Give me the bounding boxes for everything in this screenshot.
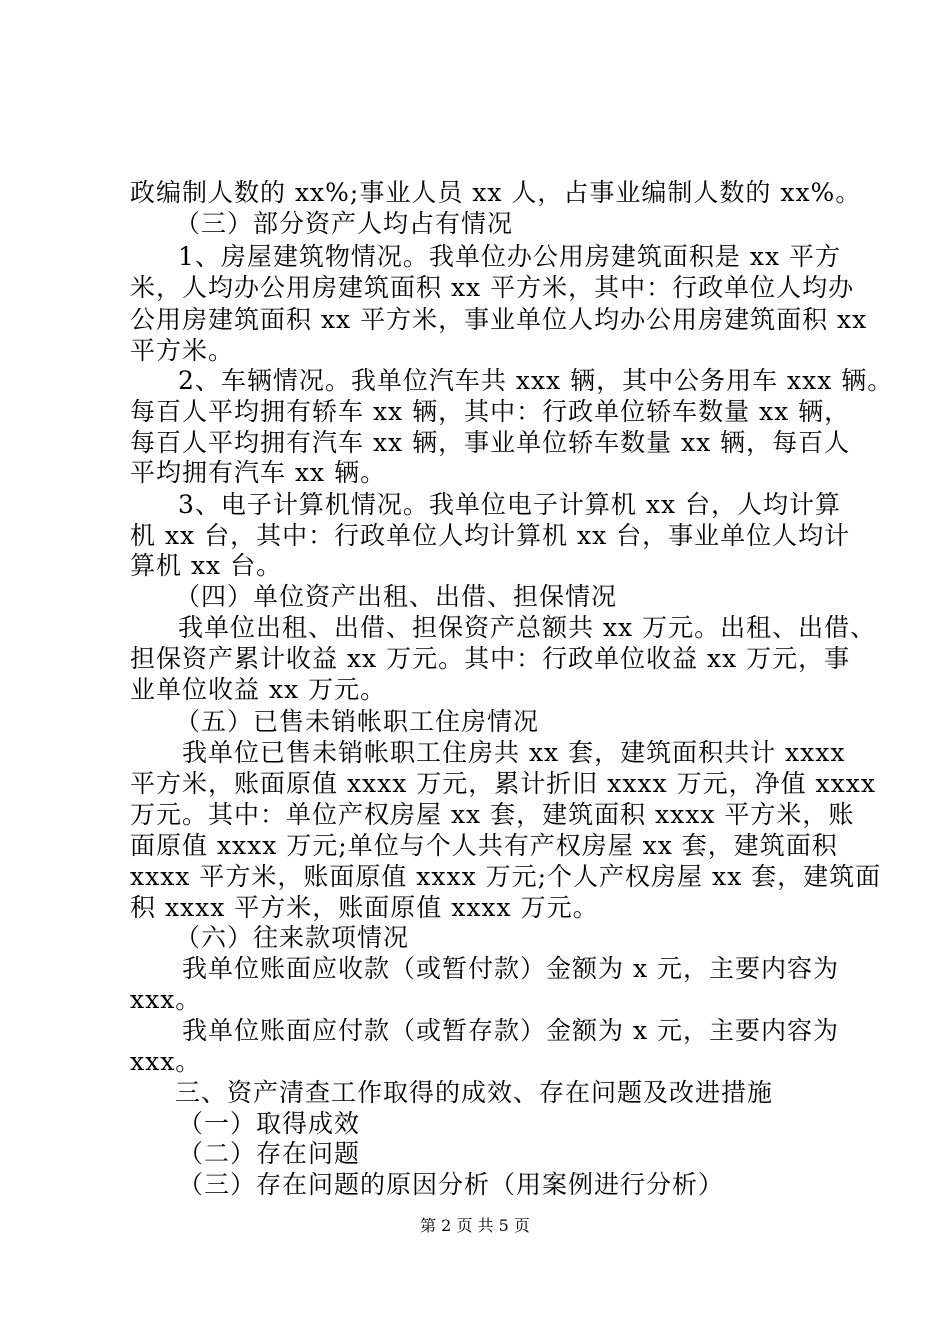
section-heading: （四）单位资产出租、出借、担保情况 — [175, 582, 618, 611]
section-heading: （三）部分资产人均占有情况 — [175, 209, 514, 238]
page-number-footer: 第 2 页 共 5 页 — [420, 1216, 530, 1235]
text-line: 3、电子计算机情况。我单位电子计算机 xx 台，人均计算 — [178, 490, 841, 519]
text-line: 我单位账面应付款（或暂存款）金额为 x 元，主要内容为 — [182, 1016, 839, 1045]
section-heading: （一）取得成效 — [178, 1109, 361, 1138]
text-line: xxx。 — [130, 985, 202, 1014]
text-line: 2、车辆情况。我单位汽车共 xxx 辆，其中公务用车 xxx 辆。 — [178, 366, 894, 395]
text-line: 万元。其中：单位产权房屋 xx 套，建筑面积 xxxx 平方米，账 — [130, 800, 855, 829]
text-line: xxxx 平方米，账面原值 xxxx 万元;个人产权房屋 xx 套，建筑面 — [130, 862, 882, 891]
text-line: 积 xxxx 平方米，账面原值 xxxx 万元。 — [130, 893, 599, 922]
text-line: 平方米。 — [130, 336, 235, 365]
section-heading: （六）往来款项情况 — [175, 923, 410, 952]
text-line: 我单位出租、出借、担保资产总额共 xx 万元。出租、出借、 — [178, 613, 877, 642]
text-line: xxx。 — [130, 1047, 202, 1076]
text-line: 1、房屋建筑物情况。我单位办公用房建筑面积是 xx 平方 — [178, 242, 841, 271]
section-heading: （二）存在问题 — [178, 1139, 361, 1168]
text-line: 每百人平均拥有轿车 xx 辆，其中：行政单位轿车数量 xx 辆， — [130, 397, 851, 426]
text-line: 我单位账面应收款（或暂付款）金额为 x 元，主要内容为 — [182, 954, 839, 983]
text-line: 公用房建筑面积 xx 平方米，事业单位人均办公用房建筑面积 xx — [130, 305, 868, 334]
section-heading: （五）已售未销帐职工住房情况 — [175, 707, 540, 736]
text-line: 担保资产累计收益 xx 万元。其中：行政单位收益 xx 万元，事 — [130, 644, 851, 673]
text-line: 平方米，账面原值 xxxx 万元，累计折旧 xxxx 万元，净值 xxxx — [130, 769, 876, 798]
text-line: 算机 xx 台。 — [130, 551, 283, 580]
text-line: 面原值 xxxx 万元;单位与个人共有产权房屋 xx 套，建筑面积 — [130, 831, 838, 860]
text-line: 业单位收益 xx 万元。 — [130, 675, 387, 704]
text-line: 每百人平均拥有汽车 xx 辆，事业单位轿车数量 xx 辆，每百人 — [130, 428, 851, 457]
text-line: 平均拥有汽车 xx 辆。 — [130, 458, 387, 487]
text-line: 我单位已售未销帐职工住房共 xx 套，建筑面积共计 xxxx — [182, 738, 846, 767]
text-line: 政编制人数的 xx%;事业人员 xx 人，占事业编制人数的 xx%。 — [130, 178, 862, 207]
text-line: 机 xx 台，其中：行政单位人均计算机 xx 台，事业单位人均计 — [130, 521, 851, 550]
section-heading: （三）存在问题的原因分析（用案例进行分析） — [178, 1170, 725, 1199]
section-heading: 三、资产清查工作取得的成效、存在问题及改进措施 — [175, 1078, 774, 1107]
text-line: 米，人均办公用房建筑面积 xx 平方米，其中：行政单位人均办 — [130, 273, 855, 302]
